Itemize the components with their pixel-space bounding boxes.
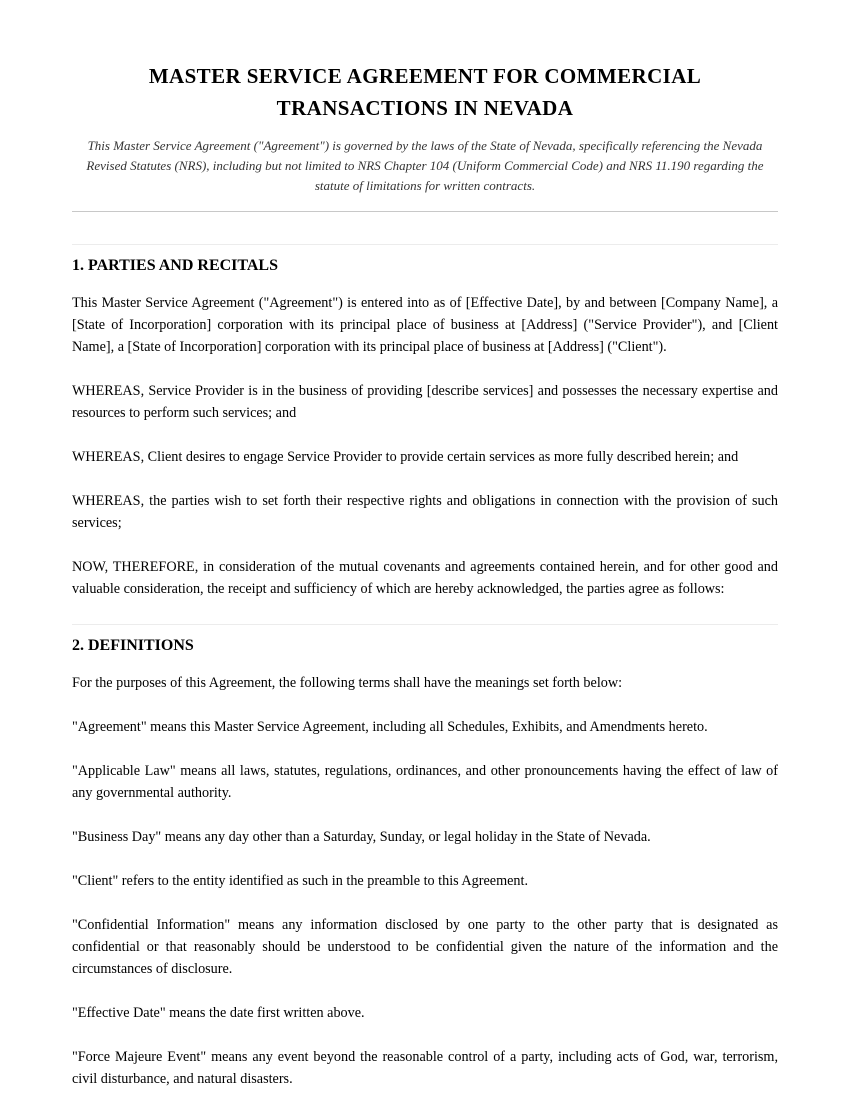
definition-applicable-law: "Applicable Law" means all laws, statutes, regulations, ordinances, and other pronouncements having the effect of law of any governmental authority. [72, 763, 778, 801]
section-divider [72, 624, 778, 625]
document-page [72, 0, 778, 1090]
title-divider [72, 211, 778, 212]
recital-paragraph: WHEREAS, Service Provider is in the business of providing [describe services] and possesses the necessary expertise and resources to perform such services; and [72, 383, 778, 421]
section-divider [72, 244, 778, 245]
recital-paragraph: WHEREAS, Client desires to engage Service Provider to provide certain services as more fully described herein; and [72, 449, 739, 465]
definition-confidential-information: "Confidential Information" means any information disclosed by one party to the other party that is designated as confidential or that reasonably should be understood to be confidential given the nature of the information and the circumstances of disclosure. [72, 917, 778, 977]
definitions-intro-paragraph: For the purposes of this Agreement, the following terms shall have the meanings set forth below: [72, 675, 623, 691]
document-title-line-1: MASTER SERVICE AGREEMENT FOR COMMERCIAL [148, 64, 702, 88]
section-definitions [72, 624, 778, 1090]
section-heading: 1. PARTIES AND RECITALS [72, 257, 278, 274]
section-heading: 2. DEFINITIONS [72, 637, 194, 654]
document-title-line-2: TRANSACTIONS IN NEVADA [276, 96, 574, 120]
definition-effective-date: "Effective Date" means the date first written above. [72, 1005, 365, 1021]
definition-business-day: "Business Day" means any day other than a Saturday, Sunday, or legal holiday in the State of Nevada. [72, 829, 651, 845]
consideration-paragraph: NOW, THEREFORE, in consideration of the mutual covenants and agreements contained herein, and for other good and valuable consideration, the receipt and sufficiency of which are hereby acknowledged, the parties agree as follows: [72, 559, 778, 597]
definition-client: "Client" refers to the entity identified as such in the preamble to this Agreement. [72, 873, 529, 889]
preamble-paragraph: This Master Service Agreement ("Agreement") is entered into as of [Effective Date], by and between [Company Name], a [State of Incorporation] corporation with its principal place of business at [Address] ("Service Provider"), and [Client Name], a [State of Incorporation] corporation with its principal place of business at [Address] ("Client"). [72, 295, 778, 355]
recital-paragraph: WHEREAS, the parties wish to set forth their respective rights and obligations in connection with the provision of such services; [72, 493, 778, 531]
definition-agreement: "Agreement" means this Master Service Agreement, including all Schedules, Exhibits, and Amendments hereto. [72, 719, 708, 735]
definition-force-majeure-event: "Force Majeure Event" means any event beyond the reasonable control of a party, including acts of God, war, terrorism, civil disturbance, and natural disasters. [72, 1049, 778, 1087]
section-parties-and-recitals [72, 244, 778, 600]
governing-law-intro: This Master Service Agreement ("Agreement") is governed by the laws of the State of Nevada, specifically referencing the Nevada Revised Statutes (NRS), including but not limited to NRS Chapter 104 (Uniform Commercial Code) and NRS 11.190 regarding the statute of limitations for written contracts. [86, 138, 764, 193]
document-title [72, 60, 778, 124]
